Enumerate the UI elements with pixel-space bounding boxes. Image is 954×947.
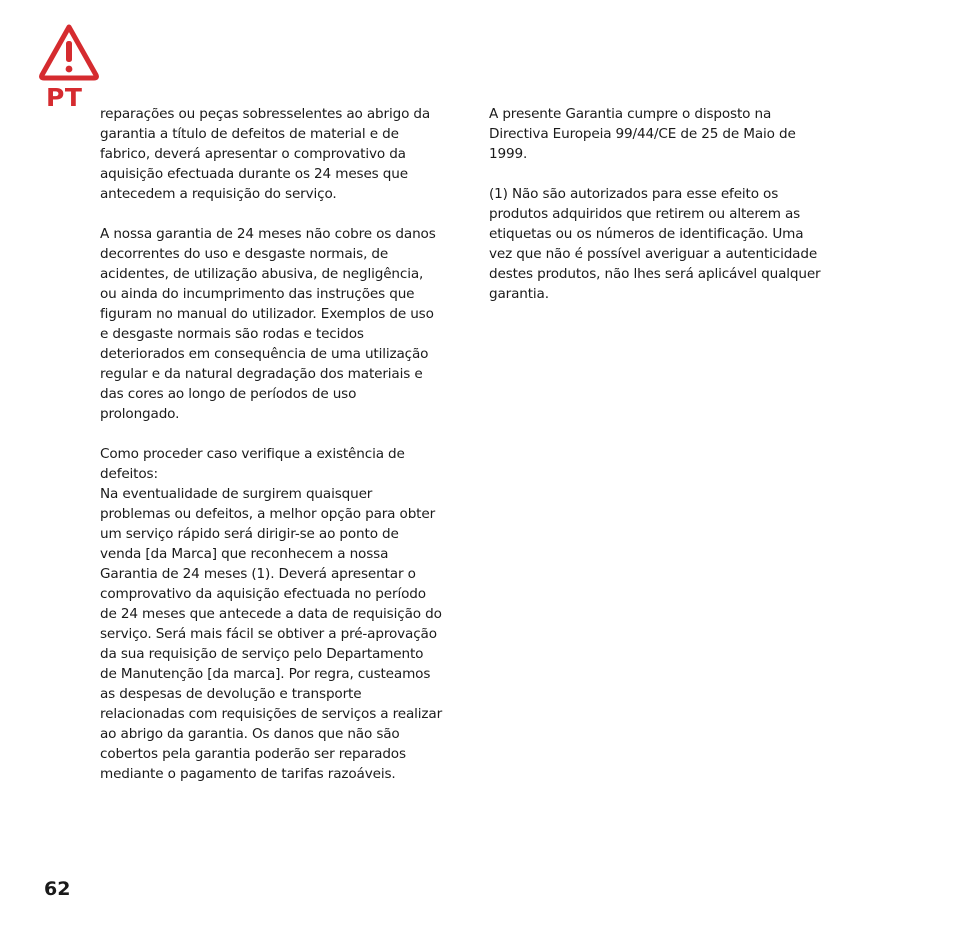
- warning-triangle-icon: [37, 22, 101, 82]
- paragraph: A presente Garantia cumpre o disposto na Directiva Europeia 99/44/CE de 25 de Maio de 1999.: [489, 106, 796, 162]
- paragraph: (1) Não são autorizados para esse efeito os produtos adquiridos que retirem ou alterem as etiquetas ou os números de identificação. Uma vez que não é possível averiguar a autenticidade destes produtos, não lhes será aplicável qualquer garantia.: [489, 186, 821, 302]
- page-number: 62: [44, 878, 71, 900]
- paragraph: Como proceder caso verifique a existência de defeitos: Na eventualidade de surgirem quaisquer problemas ou defeitos, a melhor opção para obter um serviço rápido será dirigir-se ao ponto de venda [da Marca] que reconhecem a nossa Garantia de 24 meses (1). Deverá apresentar o comprovativo da aquisição efectuada no período de 24 meses que antecede a data de requisição do serviço. Será mais fácil se obtiver a pré-aprovação da sua requisição de serviço pelo Departamento de Manutenção [da marca]. Por regra, custeamos as despesas de devolução e transporte relacionadas com requisições de serviços a realizar ao abrigo da garantia. Os danos que não são cobertos pela garantia poderão ser reparados mediante o pagamento de tarifas razoáveis.: [100, 446, 443, 782]
- language-label: PT: [46, 83, 83, 112]
- right-column: [489, 104, 849, 324]
- paragraph: A nossa garantia de 24 meses não cobre os danos decorrentes do uso e desgaste normais, de acidentes, de utilização abusiva, de negligência, ou ainda do incumprimento das instruções que figuram no manual do utilizador. Exemplos de uso e desgaste normais são rodas e tecidos deteriorados em consequência de uma utilização regular e da natural degradação dos materiais e das cores ao longo de períodos de uso prolongado.: [100, 226, 436, 422]
- paragraph: reparações ou peças sobresselentes ao abrigo da garantia a título de defeitos de material e de fabrico, deverá apresentar o comprovativo da aquisição efectuada durante os 24 meses que antecedem a requisição do serviço.: [100, 106, 431, 202]
- left-column: [100, 104, 460, 804]
